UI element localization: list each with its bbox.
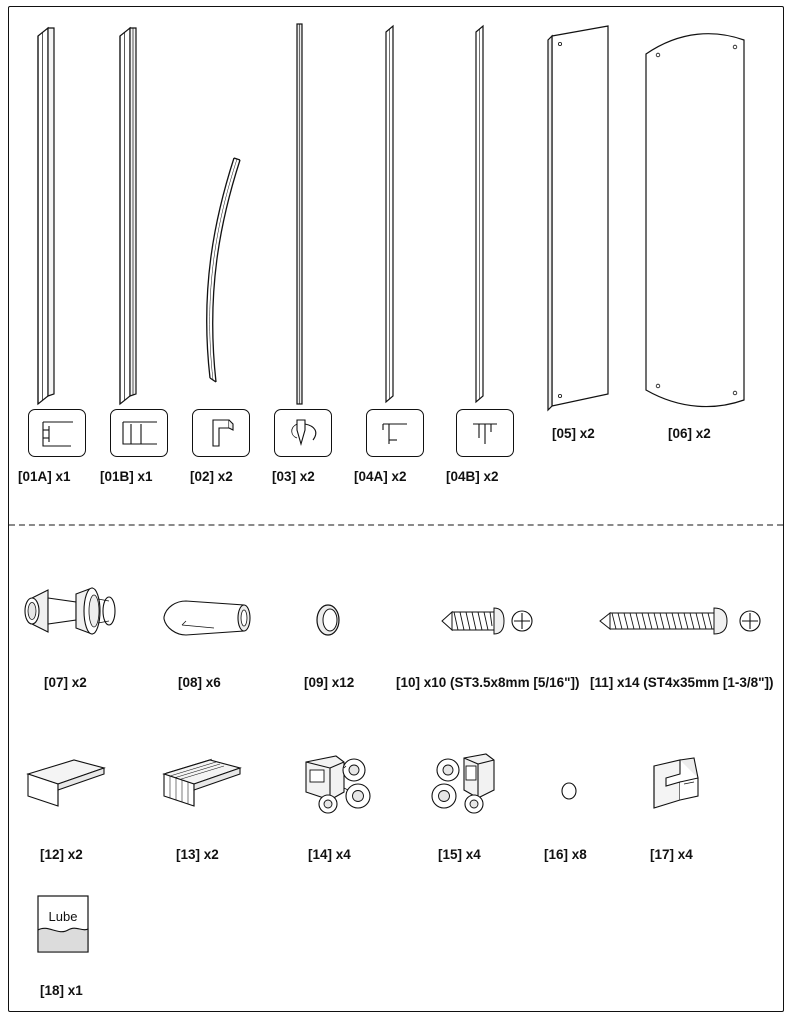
small-cap-dot-icon (552, 776, 586, 806)
lube-tube-label: Lube (48, 909, 78, 924)
part-illustration-08 (152, 595, 262, 641)
end-cap-ribbed-icon (152, 752, 252, 822)
part-caption-08: [08] x6 (178, 675, 221, 690)
part-illustration-18 (32, 890, 102, 962)
part-caption-03: [03] x2 (272, 469, 315, 484)
part-illustration-05 (540, 14, 620, 414)
roller-bracket-top-icon (292, 748, 392, 824)
part-illustration-06 (636, 22, 756, 414)
guide-clip-icon (636, 752, 726, 822)
part-illustration-16 (552, 776, 586, 806)
part-illustration-11 (592, 600, 772, 642)
profile-track-01b-section-icon (111, 410, 167, 456)
part-caption-15: [15] x4 (438, 847, 481, 862)
part-caption-13: [13] x2 (176, 847, 219, 862)
part-illustration-04a (376, 16, 410, 401)
angle-profile-04a-section-icon (367, 410, 423, 456)
section-thumb-01a (28, 409, 86, 457)
part-caption-16: [16] x8 (544, 847, 587, 862)
handle-knob-icon (14, 580, 134, 650)
part-caption-14: [14] x4 (308, 847, 351, 862)
seal-strip-profile-icon (286, 16, 316, 401)
part-illustration-03 (286, 16, 316, 401)
short-screw-icon (430, 600, 540, 642)
part-illustration-01a (30, 16, 76, 401)
section-thumb-01b (110, 409, 168, 457)
part-caption-18: [18] x1 (40, 983, 83, 998)
part-caption-09: [09] x12 (304, 675, 355, 690)
dowel-pin-icon (152, 595, 262, 641)
angle-profile-04b-section-icon (457, 410, 513, 456)
part-illustration-13 (152, 752, 252, 822)
profile-track-01a-icon (30, 16, 76, 401)
washer-ring-icon (306, 598, 356, 642)
part-illustration-17 (636, 752, 726, 822)
part-caption-05: [05] x2 (552, 426, 595, 441)
part-caption-02: [02] x2 (190, 469, 233, 484)
seal-strip-section-icon (275, 410, 331, 456)
part-caption-17: [17] x4 (650, 847, 693, 862)
part-caption-04a: [04A] x2 (354, 469, 407, 484)
lube-tube-icon (32, 890, 102, 962)
part-caption-11: [11] x14 (ST4x35mm [1-3/8"]) (590, 675, 774, 690)
section-thumb-02 (192, 409, 250, 457)
section-thumb-04b (456, 409, 514, 457)
part-caption-07: [07] x2 (44, 675, 87, 690)
end-cap-plain-icon (16, 752, 116, 822)
part-illustration-04b (466, 16, 500, 401)
roller-bracket-bottom-icon (420, 748, 520, 824)
section-thumb-04a (366, 409, 424, 457)
part-illustration-09 (306, 598, 356, 642)
part-caption-01b: [01B] x1 (100, 469, 153, 484)
glass-panel-curved-icon (636, 22, 756, 414)
curved-handle-section-icon (193, 410, 249, 456)
part-illustration-01b (112, 16, 158, 401)
part-caption-01a: [01A] x1 (18, 469, 71, 484)
part-illustration-12 (16, 752, 116, 822)
angle-profile-04a-icon (376, 16, 410, 401)
part-caption-04b: [04B] x2 (446, 469, 499, 484)
glass-panel-flat-icon (540, 14, 620, 414)
part-illustration-07 (14, 580, 134, 650)
long-screw-icon (592, 600, 772, 642)
part-illustration-15 (420, 748, 520, 824)
part-caption-12: [12] x2 (40, 847, 83, 862)
angle-profile-04b-icon (466, 16, 500, 401)
part-caption-10: [10] x10 (ST3.5x8mm [5/16"]) (396, 675, 580, 690)
curved-handle-profile-icon (186, 150, 256, 400)
part-illustration-10 (430, 600, 540, 642)
profile-track-01a-section-icon (29, 410, 85, 456)
part-caption-06: [06] x2 (668, 426, 711, 441)
section-thumb-03 (274, 409, 332, 457)
profile-track-01b-icon (112, 16, 158, 401)
part-illustration-02 (186, 150, 256, 400)
section-divider (9, 524, 783, 526)
part-illustration-14 (292, 748, 392, 824)
